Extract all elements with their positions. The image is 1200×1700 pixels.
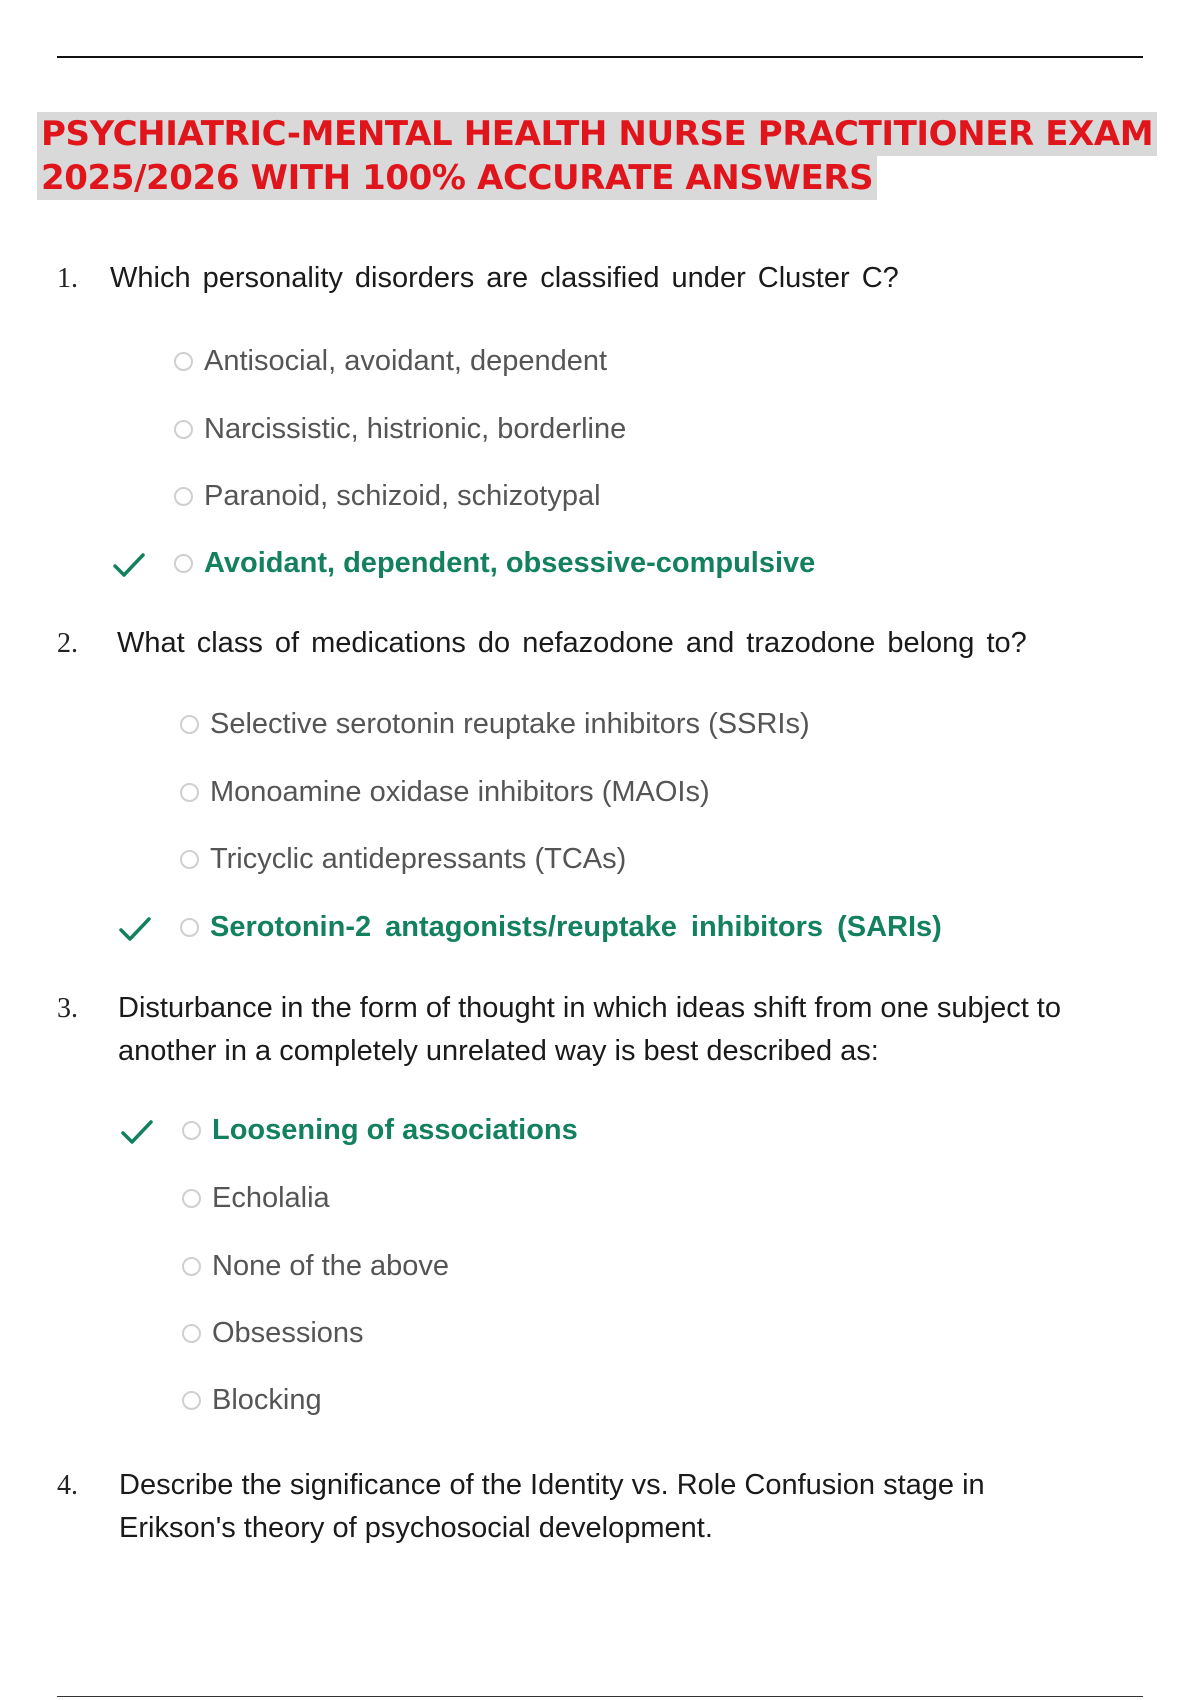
question-number: 3. bbox=[57, 993, 78, 1024]
question-text: What class of medications do nefazodone and trazodone belong to? bbox=[117, 627, 1027, 659]
answer-option[interactable] bbox=[182, 1380, 322, 1420]
answer-option-correct[interactable] bbox=[174, 543, 815, 583]
answer-option[interactable] bbox=[174, 341, 607, 381]
radio-icon[interactable] bbox=[182, 1257, 201, 1276]
answer-option-correct[interactable] bbox=[180, 907, 942, 947]
option-label: Paranoid, schizoid, schizotypal bbox=[204, 479, 601, 512]
radio-icon[interactable] bbox=[174, 487, 193, 506]
question-number: 2. bbox=[57, 628, 78, 659]
option-label: Monoamine oxidase inhibitors (MAOIs) bbox=[210, 775, 710, 808]
answer-option[interactable] bbox=[174, 409, 626, 449]
radio-icon[interactable] bbox=[174, 554, 193, 573]
option-label: Selective serotonin reuptake inhibitors (SSRIs) bbox=[210, 707, 810, 740]
answer-option[interactable] bbox=[180, 704, 810, 744]
answer-option[interactable] bbox=[182, 1178, 330, 1218]
answer-option[interactable] bbox=[180, 772, 710, 812]
checkmark-icon bbox=[120, 1118, 154, 1146]
checkmark-icon bbox=[112, 551, 146, 579]
title-line-2: 2025/2026 WITH 100% ACCURATE ANSWERS bbox=[37, 156, 877, 200]
radio-icon[interactable] bbox=[182, 1324, 201, 1343]
option-label: Echolalia bbox=[212, 1181, 330, 1214]
radio-icon[interactable] bbox=[174, 352, 193, 371]
question-text: Which personality disorders are classified under Cluster C? bbox=[110, 262, 899, 294]
answer-option[interactable] bbox=[182, 1313, 364, 1353]
radio-icon[interactable] bbox=[182, 1121, 201, 1140]
answer-option[interactable] bbox=[180, 839, 626, 879]
radio-icon[interactable] bbox=[180, 783, 199, 802]
answer-option[interactable] bbox=[174, 476, 601, 516]
option-label: None of the above bbox=[212, 1249, 450, 1282]
question-number: 1. bbox=[57, 263, 78, 294]
radio-icon[interactable] bbox=[180, 715, 199, 734]
radio-icon[interactable] bbox=[180, 918, 199, 937]
answer-option[interactable] bbox=[182, 1246, 449, 1286]
option-label: Loosening of associations bbox=[212, 1113, 578, 1146]
option-label: Tricyclic antidepressants (TCAs) bbox=[210, 842, 627, 875]
option-label: Antisocial, avoidant, dependent bbox=[204, 344, 608, 377]
answer-option-correct[interactable] bbox=[182, 1110, 578, 1150]
bottom-rule bbox=[57, 1696, 1143, 1697]
question-text-line: Erikson's theory of psychosocial development. bbox=[119, 1512, 713, 1544]
top-rule bbox=[57, 56, 1143, 58]
option-label: Serotonin-2 antagonists/reuptake inhibitors (SARIs) bbox=[210, 910, 942, 943]
radio-icon[interactable] bbox=[182, 1189, 201, 1208]
checkmark-icon bbox=[118, 915, 152, 943]
question-text-line: Disturbance in the form of thought in which ideas shift from one subject to bbox=[118, 992, 1061, 1024]
radio-icon[interactable] bbox=[174, 420, 193, 439]
option-label: Obsessions bbox=[212, 1316, 364, 1349]
radio-icon[interactable] bbox=[180, 850, 199, 869]
question-number: 4. bbox=[57, 1470, 78, 1501]
radio-icon[interactable] bbox=[182, 1391, 201, 1410]
title-line-1: PSYCHIATRIC-MENTAL HEALTH NURSE PRACTITIONER EXAM bbox=[37, 112, 1157, 156]
option-label: Narcissistic, histrionic, borderline bbox=[204, 412, 627, 445]
option-label: Blocking bbox=[212, 1383, 322, 1416]
question-text-line: Describe the significance of the Identity vs. Role Confusion stage in bbox=[119, 1469, 985, 1501]
option-label: Avoidant, dependent, obsessive-compulsive bbox=[204, 546, 816, 579]
question-text-line: another in a completely unrelated way is best described as: bbox=[118, 1035, 879, 1067]
document-title bbox=[37, 112, 1177, 200]
